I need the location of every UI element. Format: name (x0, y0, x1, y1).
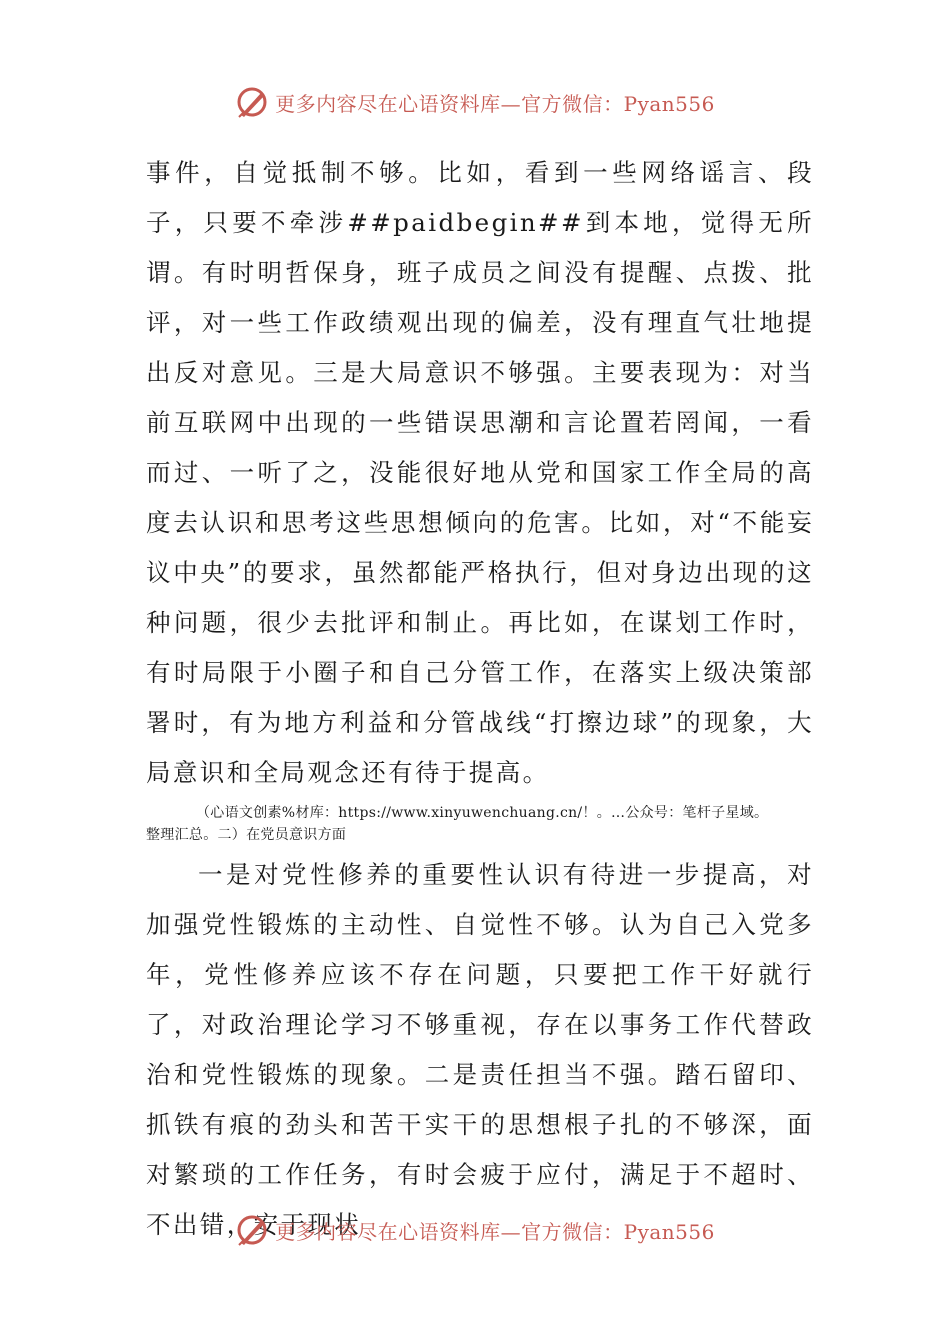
body-paragraph-2: 一是对党性修养的重要性认识有待进一步提高，对加强党性锻炼的主动性、自觉性不够。认为自己入党多年，党性修养应该不存在问题，只要把工作干好就行了，对政治理论学习不够重视，存在以事务工作代替政治和党性锻炼的现象。二是责任担当不强。踏石留印、抓铁有痕的劲头和苦干实干的思想根子扎的不够深，面对繁琐的工作任务，有时会疲于应付，满足于不超时、不出错，安于现状 (146, 860, 814, 1239)
source-note-line-1: （心语文创素%材库：https://www.xinyuwenchuang.cn/！。…公众号：笔杆子星域。 (196, 805, 769, 821)
pen-logo-icon (235, 1213, 269, 1247)
footer-banner (0, 1210, 950, 1250)
pen-logo-icon (235, 85, 269, 119)
header-banner (0, 82, 950, 122)
header-banner-text: 更多内容尽在心语资料库—官方微信：Pyan556 (275, 91, 715, 116)
document-body (146, 148, 814, 1250)
footer-banner-text: 更多内容尽在心语资料库—官方微信：Pyan556 (275, 1219, 715, 1244)
source-note (146, 802, 826, 846)
source-note-line-2: 整理汇总。二）在党员意识方面 (146, 827, 347, 843)
body-paragraph-1: 事件，自觉抵制不够。比如，看到一些网络谣言、段子，只要不牵涉##paidbegin##到本地，觉得无所谓。有时明哲保身，班子成员之间没有提醒、点拨、批评，对一些工作政绩观出现的偏差，没有理直气壮地提出反对意见。三是大局意识不够强。主要表现为：对当前互联网中出现的一些错误思潮和言论置若罔闻，一看而过、一听了之，没能很好地从党和国家工作全局的高度去认识和思考这些思想倾向的危害。比如，对“不能妄议中央”的要求，虽然都能严格执行，但对身边出现的这种问题，很少去批评和制止。再比如，在谋划工作时，有时局限于小圈子和自己分管工作，在落实上级决策部署时，有为地方利益和分管战线“打擦边球”的现象，大局意识和全局观念还有待于提高。 (146, 158, 814, 787)
